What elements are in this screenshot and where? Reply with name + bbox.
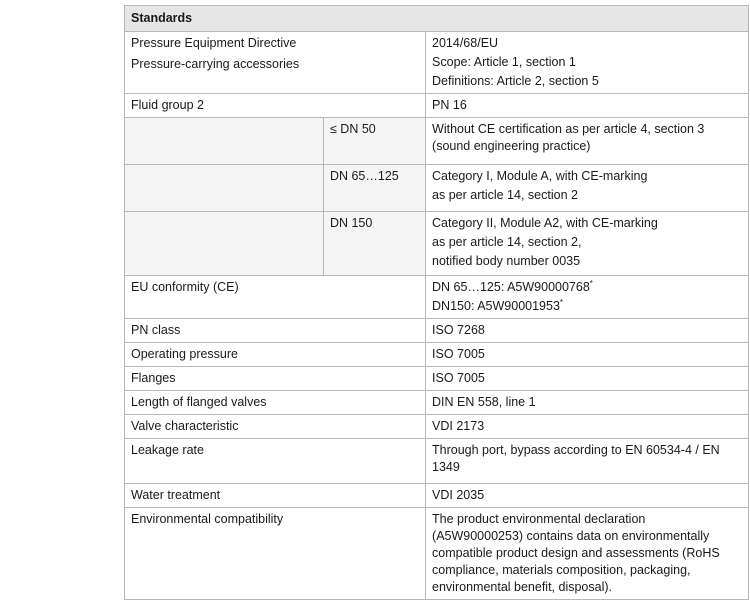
- water-value: VDI 2035: [426, 484, 749, 508]
- environment-value-line: compatible product design and assessments (RoHS: [432, 546, 720, 560]
- table-row-dn150: [125, 212, 749, 276]
- row-value: ISO 7005: [426, 343, 749, 367]
- dn-value-line: as per article 14, section 2: [432, 188, 578, 202]
- environment-label: Environmental compatibility: [125, 508, 426, 600]
- dn-value: [426, 212, 749, 276]
- row-label: Valve characteristic: [125, 415, 426, 439]
- table-row: [125, 319, 749, 343]
- footnote-mark: *: [559, 298, 564, 307]
- row-label: Operating pressure: [125, 343, 426, 367]
- table-row-dn65-125: [125, 165, 749, 212]
- ped-value-line: Scope: Article 1, section 1: [432, 55, 576, 69]
- ped-value-line: 2014/68/EU: [432, 36, 499, 50]
- ped-label: [125, 32, 426, 94]
- table-row-leakage: [125, 439, 749, 484]
- ped-label-line: Pressure Equipment Directive: [131, 36, 297, 50]
- table-row-fluid-group: [125, 94, 749, 118]
- table-row: [125, 391, 749, 415]
- ped-label-line: Pressure-carrying accessories: [131, 57, 300, 71]
- table-title: Standards: [125, 6, 749, 32]
- table-row: [125, 415, 749, 439]
- dn-value: [426, 165, 749, 212]
- environment-value: [426, 508, 749, 600]
- dn-value-line: Category II, Module A2, with CE-marking: [432, 216, 658, 230]
- table-row-environment: [125, 508, 749, 600]
- environment-value-line: environmental benefit, disposal).: [432, 580, 612, 594]
- water-label: Water treatment: [125, 484, 426, 508]
- table-row: [125, 343, 749, 367]
- dn-size: DN 150: [323, 212, 425, 276]
- dn-value-line: Category I, Module A, with CE-marking: [432, 169, 648, 183]
- leakage-value: [426, 439, 749, 484]
- dn-value-line: Without CE certification as per article 4, section 3: [432, 122, 705, 136]
- eu-conformity-line: DN150: A5W90001953: [432, 299, 560, 313]
- row-label: PN class: [125, 319, 426, 343]
- row-label: Length of flanged valves: [125, 391, 426, 415]
- ped-value: [426, 32, 749, 94]
- dn-size: ≤ DN 50: [323, 118, 425, 165]
- table-header-row: [125, 6, 749, 32]
- eu-conformity-value: [426, 276, 749, 319]
- fluid-group-label: Fluid group 2: [125, 94, 426, 118]
- dn-value-line: as per article 14, section 2,: [432, 235, 582, 249]
- ped-value-line: Definitions: Article 2, section 5: [432, 74, 599, 88]
- leakage-value-line: 1349: [432, 460, 460, 474]
- dn-value: [426, 118, 749, 165]
- fluid-group-value: PN 16: [426, 94, 749, 118]
- row-value: ISO 7005: [426, 367, 749, 391]
- environment-value-line: compliance, materials composition, packaging,: [432, 563, 691, 577]
- footnote-mark: *: [589, 279, 593, 288]
- row-value: VDI 2173: [426, 415, 749, 439]
- environment-value-line: The product environmental declaration: [432, 512, 646, 526]
- table-row-dn50: [125, 118, 749, 165]
- row-value: DIN EN 558, line 1: [426, 391, 749, 415]
- table-row: [125, 367, 749, 391]
- dn-blank-cell: [125, 165, 324, 212]
- dn-size: DN 65…125: [323, 165, 425, 212]
- row-label: Flanges: [125, 367, 426, 391]
- standards-table: [124, 5, 749, 600]
- eu-conformity-label: EU conformity (CE): [125, 276, 426, 319]
- dn-blank-cell: [125, 118, 324, 165]
- dn-blank-cell: [125, 212, 324, 276]
- eu-conformity-line: DN 65…125: A5W90000768: [432, 280, 590, 294]
- table-row-ped: [125, 32, 749, 94]
- leakage-value-line: Through port, bypass according to EN 60534-4 / EN: [432, 443, 720, 457]
- table-row-eu-conformity: [125, 276, 749, 319]
- row-value: ISO 7268: [426, 319, 749, 343]
- table-row-water: [125, 484, 749, 508]
- leakage-label: Leakage rate: [125, 439, 426, 484]
- dn-value-line: notified body number 0035: [432, 254, 581, 268]
- environment-value-line: (A5W90000253) contains data on environmentally: [432, 529, 710, 543]
- dn-value-line: (sound engineering practice): [432, 139, 591, 153]
